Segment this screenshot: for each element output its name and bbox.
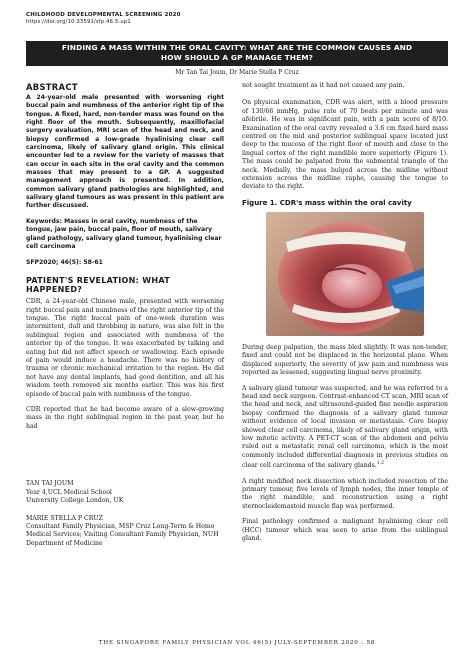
affiliation-line: Year 4,UCL Medical School [26, 488, 112, 496]
right-paragraph-5: Final pathology confirmed a malignant hyalinising clear cell (HCC) tumour which was seen to arise from the sublingual gland. [242, 518, 448, 543]
reference-superscript: 1,2 [376, 461, 384, 467]
article-title-bar [26, 41, 448, 66]
doi-link[interactable]: https://doi.org/10.33591/sfp.46.5.up1 [26, 19, 131, 25]
abstract-heading: ABSTRACT [26, 82, 78, 92]
affiliation-name: MARIE STELLA P CRUZ [26, 514, 103, 522]
oral-cavity-photo [266, 212, 424, 336]
revelation-heading: PATIENT'S REVELATION: WHAT HAPPENED? [26, 276, 170, 295]
running-header [26, 12, 181, 26]
article-title-line-2: HOW SHOULD A GP MANAGE THEM? [160, 53, 314, 62]
revelation-paragraph-1: CDR, a 24-year-old Chinese male, presented with worsening right buccal pain and numbness of the right anterior tip of the tongue. The right buccal pain of one-week duration was intermittent, dull and throbbing in nature, was also felt in the sublingual region and associated with numbness of the anterior tip of the tongue. It was exacerbated by talking and eating but did not affect speech or swallowing. Each episode of pain would induce a headache. There was no history of trauma or chronic mechanical irritation to the region. He did not have any dental implants, had good dentition, and all his wisdom teeth removed six months earlier. This was his first episode of buccal pain with numbness of the tongue. [26, 298, 224, 398]
affiliation-line: Consultant Family Physician, MSP Cruz Long-Term & Home Medical Services; Visiting Consultant Family Physician, NUH Department of Medicine [26, 522, 219, 547]
affiliation-name: TAN TAI JOUM [26, 480, 74, 488]
affiliation-block-2 [26, 515, 224, 549]
right-paragraph-2: During deep palpation, the mass bled slightly. It was non-tender, fixed and could not be displaced in the horizontal plane. When displaced superiorly, the severity of jaw pain and numbness was reported as lessened, suggesting lingual nerve proximity. [242, 343, 448, 377]
right-paragraph-3 [242, 385, 448, 471]
right-paragraph-0: not sought treatment as it had not caused any pain. [242, 82, 405, 89]
oral-cavity-photo-illustration [266, 212, 424, 336]
affiliation-block-1 [26, 480, 224, 505]
author-list: Mr Tan Tai Joum, Dr Marie Stella P Cruz [175, 69, 299, 76]
abstract-text: A 24-year-old male presented with worsening right buccal pain and numbness of the anterior right tip of the tongue. A fixed, hard, non-tender mass was found on the right floor of the mouth. Subsequently, maxillofacial surgery evaluation, MRI scan of the head and neck, and biopsy confirmed a low-grade hyalinising clear cell carcinoma, likely of salivary gland origin. This clinical encounter led to a review for the variety of masses that can occur in each site in the oral cavity and the common masses that may present to a GP. A suggested management approach is presented. In addition, common salivary gland pathologies are highlighted, and salivary gland tumours as was present in this patient are further discussed. [26, 94, 224, 210]
right-column [242, 82, 448, 550]
affiliation-line: University College London, UK [26, 497, 124, 505]
right-paragraph-3-text: A salivary gland tumour was suspected, and he was referred to a head and neck surgeon. Contrast-enhanced CT scan, MRI scan of the head and neck, and ultrasound-guided fine needle aspiration biopsy confirmed the diagnosis of a salivary gland tumour without evidence of local invasion or metastasis. Core biopsy showed clear cell carcinoma, likely of salivary gland origin, with low mitotic activity. A PET-CT scan of the abdomen and pelvis ruled out a metastatic renal cell carcinoma, which is the most commonly included differential diagnosis in previous studies on clear cell carcinoma of the salivary glands. [242, 384, 448, 470]
revelation-paragraph-2: CDR reported that he had become aware of a slow-growing mass in the right sublingual region in the past year, but he had [26, 406, 224, 430]
journal-section: CHILDHOOD DEVELOPMENTAL SCREENING 2020 [26, 12, 181, 18]
keywords: Keywords: Masses in oral cavity, numbness of the tongue, jaw pain, buccal pain, floor of mouth, salivary gland pathology, salivary gland tumour, hyalinising clear cell carcinoma [26, 217, 222, 250]
left-column [26, 82, 224, 548]
figure-caption: Figure 1. CDR's mass within the oral cavity [242, 198, 412, 207]
right-paragraph-4: A right modified neck dissection which included resection of the primary tumour, five levels of lymph nodes, the inner temple of the right mandible, and reconstruction using a right sternocleidomastoid muscle flap was performed. [242, 477, 448, 510]
right-paragraph-1: On physical examination, CDR was alert, with a blood pressure of 130/66 mmHg, pulse rate of 70 beats per minute and was afebrile. He was in significant pain, with a pain score of 8/10. Examination of the oral cavity revealed a 3.6 cm fixed hard mass centred on the mid and posterior sublingual space located just deep to the mucosa of the right floor of mouth and close to the lingual cortex of the right mandible more superiorly (Figure 1). The mass could be palpated from the submental triangle of the neck. Medially, the mass bulged across the midline without extension across the midline raphe, causing the tongue to deviate to the right. [242, 99, 448, 191]
citation: SFP2020; 46(5): 58-61 [26, 259, 103, 267]
article-title-line-1: FINDING A MASS WITHIN THE ORAL CAVITY: WHAT ARE THE COMMON CAUSES AND [61, 43, 413, 52]
page-footer: THE SINGAPORE FAMILY PHYSICIAN VOL 46(5) JULY-SEPTEMBER 2020 : 58 [98, 640, 376, 646]
